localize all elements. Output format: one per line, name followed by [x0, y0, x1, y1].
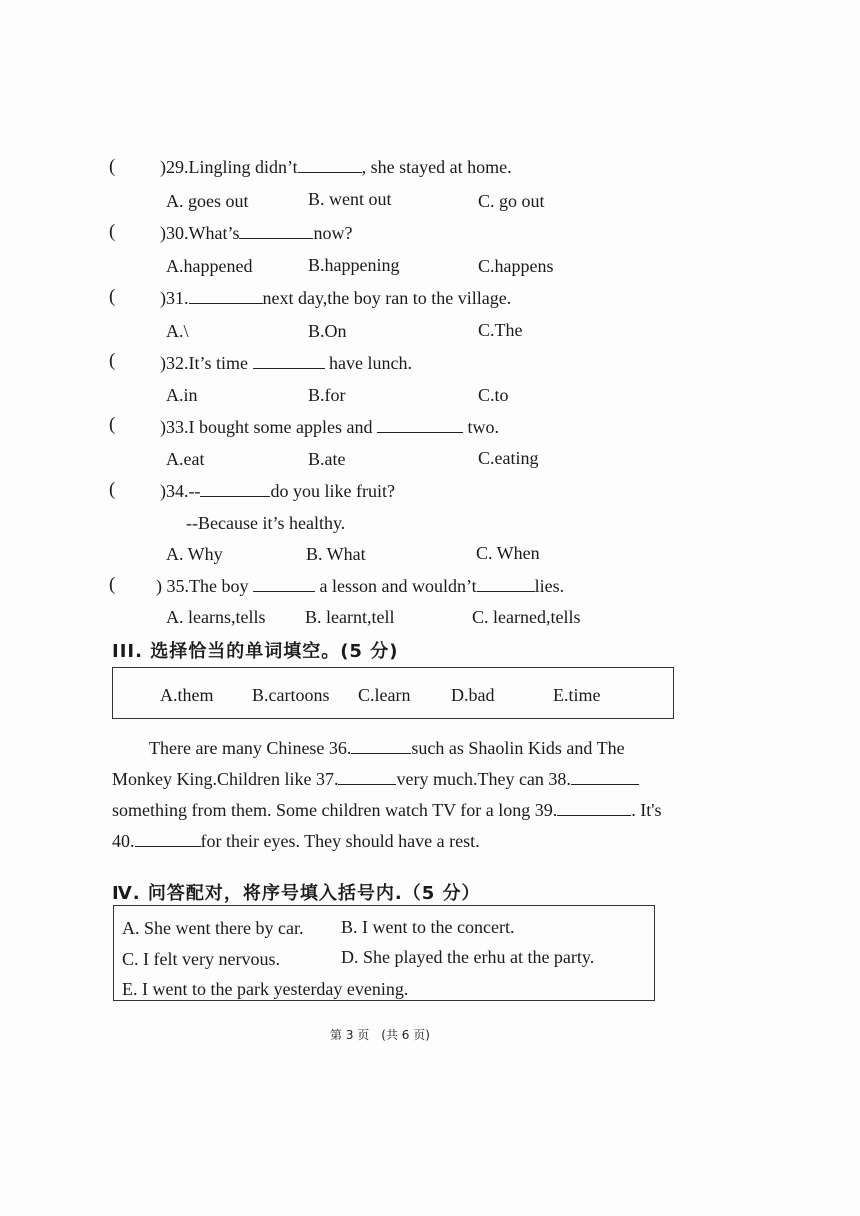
option-34-c: C. When [476, 543, 540, 563]
question-33-after: two. [467, 417, 499, 437]
answer-paren-31[interactable]: ( [109, 286, 116, 307]
blank-39[interactable] [557, 799, 631, 816]
option-33-a: A.eat [166, 449, 205, 469]
word-bank-item-b: B.cartoons [252, 685, 330, 705]
answer-paren-35[interactable]: ( [109, 574, 116, 595]
question-34-after: do you like fruit? [270, 481, 395, 501]
question-29-blank [298, 156, 362, 173]
question-29-stem: )29.Lingling didn’t [160, 157, 298, 177]
question-35-after: lies. [534, 576, 565, 596]
question-30 [160, 222, 352, 244]
option-30-a: A.happened [166, 256, 253, 276]
option-31-b: B.On [308, 321, 347, 341]
answer-paren-33[interactable]: ( [109, 414, 116, 435]
question-33-blank [377, 416, 463, 433]
answer-d: D. She played the erhu at the party. [341, 947, 595, 967]
option-34-b: B. What [306, 544, 366, 564]
question-35-stem: ) 35.The boy [156, 576, 249, 596]
question-30-after: now? [313, 223, 353, 243]
option-34-a: A. Why [166, 544, 223, 564]
word-bank-box [112, 667, 674, 719]
option-29-c: C. go out [478, 191, 545, 211]
answer-b: B. I went to the concert. [341, 917, 515, 937]
blank-37[interactable] [338, 768, 396, 785]
option-32-a: A.in [166, 385, 198, 405]
question-32-stem: )32.It’s time [160, 353, 248, 373]
word-bank-item-a: A.them [160, 685, 214, 705]
answer-paren-30[interactable]: ( [109, 221, 116, 242]
answer-a: A. She went there by car. [122, 918, 304, 938]
question-34-blank [200, 480, 270, 497]
question-32-after: have lunch. [329, 353, 412, 373]
question-29-after: , she stayed at home. [361, 157, 512, 177]
word-bank-item-e: E.time [553, 685, 601, 705]
option-29-b: B. went out [308, 189, 392, 209]
option-35-b: B. learnt,tell [305, 607, 395, 627]
option-33-b: B.ate [308, 449, 346, 469]
option-31-a: A.\ [166, 321, 189, 341]
question-30-blank [239, 222, 313, 239]
question-35-mid: a lesson and wouldn’t [319, 576, 477, 596]
question-31-blank [189, 287, 263, 304]
question-31 [160, 287, 511, 309]
question-35 [156, 575, 564, 597]
passage-text-3: very much.They can 38. [396, 769, 571, 789]
question-33 [160, 416, 499, 438]
question-35-blank-2 [477, 575, 535, 592]
word-bank-item-d: D.bad [451, 685, 495, 705]
passage-text-5: . It's 40. [112, 800, 662, 851]
option-30-b: B.happening [308, 255, 400, 275]
passage-text-4: something from them. Some children watch TV for a long 39. [112, 800, 558, 820]
option-35-a: A. learns,tells [166, 607, 266, 627]
answer-e: E. I went to the park yesterday evening. [122, 979, 409, 999]
passage-text-1: There are many Chinese 36. [149, 738, 352, 758]
option-33-c: C.eating [478, 448, 539, 468]
question-34 [160, 480, 395, 502]
option-32-c: C.to [478, 385, 509, 405]
option-29-a: A. goes out [166, 191, 249, 211]
question-32-blank [253, 352, 325, 369]
blank-36[interactable] [351, 737, 411, 754]
question-33-stem: )33.I bought some apples and [160, 417, 373, 437]
answer-paren-34[interactable]: ( [109, 479, 116, 500]
question-31-after: next day,the boy ran to the village. [262, 288, 512, 308]
section-3-title: III. 选择恰当的单词填空。(5 分) [112, 641, 399, 662]
blank-40[interactable] [135, 830, 201, 847]
question-35-blank-1 [253, 575, 315, 592]
page-footer: 第 3 页 (共 6 页) [330, 1028, 430, 1042]
passage-text-2: such as Shaolin Kids and The Monkey King.Children like 37. [112, 738, 625, 789]
blank-38[interactable] [571, 768, 639, 785]
question-34-reply: --Because it’s healthy. [186, 513, 346, 533]
question-30-stem: )30.What’s [160, 223, 240, 243]
option-31-c: C.The [478, 320, 523, 340]
cloze-passage [112, 733, 682, 857]
answer-c: C. I felt very nervous. [122, 949, 280, 969]
question-29 [160, 156, 512, 178]
option-32-b: B.for [308, 385, 346, 405]
passage-text-6: for their eyes. They should have a rest. [200, 831, 480, 851]
section-4-title: Ⅳ. 问答配对，将序号填入括号内.（5 分） [112, 883, 481, 904]
question-34-stem: )34.-- [160, 481, 201, 501]
question-31-stem: )31. [160, 288, 189, 308]
word-bank-item-c: C.learn [358, 685, 411, 705]
answers-box [113, 905, 655, 1001]
option-35-c: C. learned,tells [472, 607, 581, 627]
question-32 [160, 352, 412, 374]
answer-paren-29[interactable]: ( [109, 156, 116, 177]
option-30-c: C.happens [478, 256, 554, 276]
answer-paren-32[interactable]: ( [109, 350, 116, 371]
